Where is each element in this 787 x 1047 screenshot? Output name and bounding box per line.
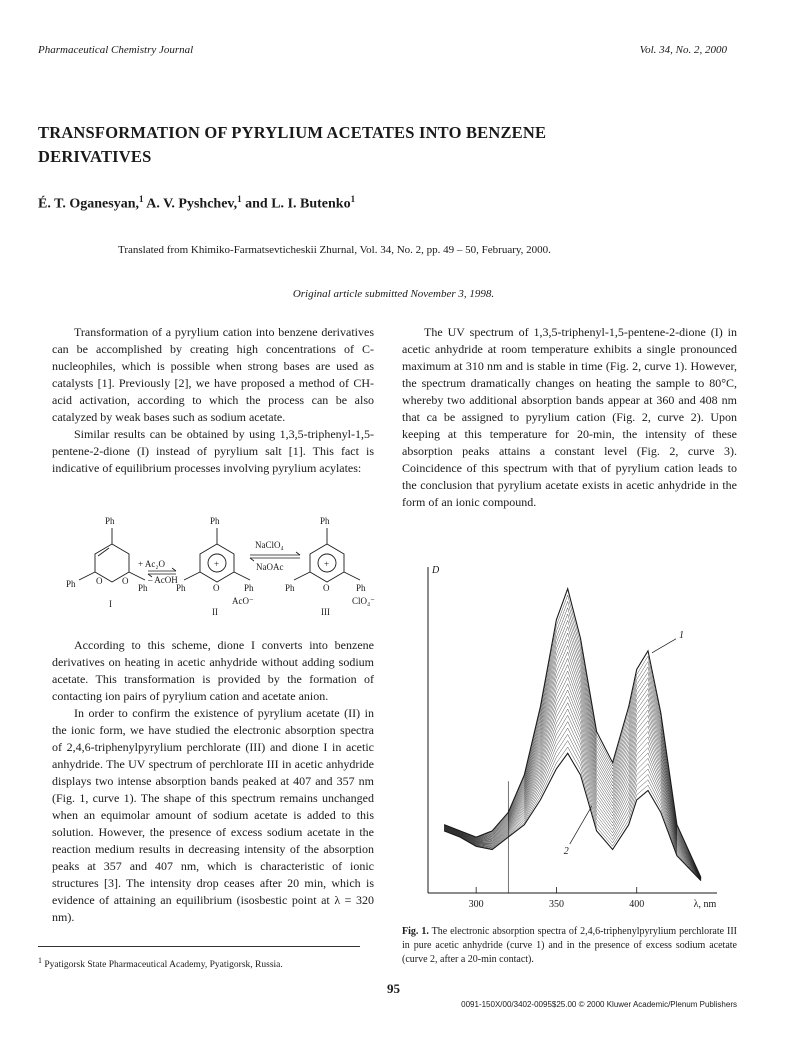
submission-note: Original article submitted November 3, 1998. [292, 288, 495, 300]
absorption-spectrum-chart [402, 553, 737, 921]
y-axis-label: D [432, 565, 440, 576]
spectrum-curve-2 [444, 753, 701, 880]
article-title: TRANSFORMATION OF PYRYLIUM ACETATES INTO BENZENE DERIVATIVES [38, 123, 547, 166]
author-name: É. T. Oganesyan, [38, 196, 140, 212]
reagent-ac2o: + Ac₂O [138, 559, 165, 569]
translation-note: Translated from Khimiko-Farmatsevticheskii Zhurnal, Vol. 34, No. 2, pp. 49 – 50, February, 2000. [118, 244, 551, 256]
chart-labels [431, 565, 717, 910]
phenyl-label: Ph [285, 583, 295, 593]
curve-1-leader [652, 639, 676, 653]
compound-label-II: II [212, 607, 218, 617]
author-affiliation-mark: 1 [237, 194, 242, 204]
perchlorate-anion: ClO₄⁻ [352, 596, 375, 606]
equilibrium-arrow-2 [250, 552, 300, 561]
x-tick-label: 300 [468, 899, 484, 910]
acetate-anion: AcO⁻ [232, 596, 254, 606]
paragraph: Similar results can be obtained by using 1,3,5-triphenyl-1,5-pentene-2-dione (I) instead of pyrylium salt [1]. This fact is indicative of equilibrium processes involving pyrylium acylates: [52, 427, 374, 475]
byproduct-acoh: – AcOH [148, 575, 178, 585]
author-affiliation-mark: 1 [139, 194, 144, 204]
positive-charge: + [214, 559, 220, 569]
volume-info: Vol. 34, No. 2, 2000 [639, 44, 727, 56]
reagent-naoac: NaOAc [256, 562, 284, 572]
spectrum-curve-1 [444, 589, 701, 878]
intermediate-spectrum-line [444, 728, 701, 880]
phenyl-label: Ph [176, 583, 186, 593]
copyright-line: 0091-150X/00/3402-0095$25.00 © 2000 Kluwer Academic/Plenum Publishers [461, 1000, 737, 1009]
curve-1-label: 1 [678, 629, 684, 641]
structure-pyrylium-perchlorate-III [294, 528, 360, 582]
chart-curves [444, 589, 701, 881]
oxygen-label: O [96, 576, 103, 586]
phenyl-label: Ph [66, 579, 76, 589]
curve-2-leader [570, 806, 592, 844]
phenyl-label: Ph [356, 583, 366, 593]
figure-caption [402, 925, 737, 967]
compound-label-III: III [321, 607, 330, 617]
intermediate-spectrum-line [444, 715, 701, 880]
footnote-divider [38, 946, 360, 947]
phenyl-label: Ph [244, 583, 254, 593]
author-name: and L. I. Butenko [245, 196, 351, 212]
journal-name: Pharmaceutical Chemistry Journal [38, 44, 194, 56]
page-number: 95 [387, 981, 400, 996]
phenyl-label: Ph [105, 516, 115, 526]
x-tick-label: 350 [548, 899, 564, 910]
paragraph: According to this scheme, dione I converts into benzene derivatives on heating in acetic anhydride without adding sodium acetate. This transformation is provided by the formation of contacting ion pairs of pyrylium cation and acetate anion. [52, 638, 374, 703]
reaction-scheme [52, 512, 382, 617]
phenyl-label: Ph [320, 516, 330, 526]
structure-pyrylium-acetate-II [184, 528, 250, 582]
left-column-body [52, 637, 374, 926]
x-axis-label: λ, nm [693, 899, 717, 910]
author-affiliation-mark: 1 [350, 194, 356, 204]
compound-label-I: I [109, 599, 112, 609]
oxygen-label: O [323, 583, 330, 593]
author-list [38, 194, 355, 213]
phenyl-label: Ph [210, 516, 220, 526]
paragraph: The UV spectrum of 1,3,5-triphenyl-1,5-pentene-2-dione (I) in acetic anhydride at room temperature exhibits a single pronounced maximum at 310 nm and is stable in time (Fig. 2, curve 1). However, the spectrum dramatically changes on heating the sample to 80°C, whereby two additional absorption bands appear at 360 and 408 nm that ca be assigned to pyrylium cation (Fig. 2, curve 2). Upon keeping at this temperature for 20-min, the intensity of these absorption peaks attains a constant level (Fig. 2, curve 3). Coincidence of this spectrum with that of pyrylium cation leads to the conclusion that pyrylium acetate exists in acetic anhydride in the form of an ionic compound. [402, 325, 737, 509]
structure-dione-I [79, 528, 145, 582]
author-name: A. V. Pyshchev, [146, 196, 238, 212]
phenyl-label: Ph [138, 583, 148, 593]
right-column-body [402, 324, 737, 511]
footnote-mark: 1 [38, 956, 42, 965]
curve-2-label: 2 [563, 846, 569, 858]
positive-charge: + [324, 559, 330, 569]
oxygen-label: O [122, 576, 129, 586]
reagent-naclo4: NaClO₄ [255, 540, 284, 550]
figure-label: Fig. 1. [402, 926, 429, 937]
figure-caption-text: The electronic absorption spectra of 2,4,6-triphenylpyrylium perchlorate III in pure acetic anhydride (curve 1) and in the presence of excess sodium acetate (curve 2, after a 20-min contact). [402, 926, 738, 965]
x-tick-label: 400 [629, 899, 645, 910]
footnote [38, 956, 283, 970]
paragraph: In order to confirm the existence of pyrylium acetate (II) in the ionic form, we have studied the electronic absorption spectra of 2,4,6-triphenylpyrylium perchlorate (III) and dione I in acetic anhydride. The UV spectrum of perchlorate III in acetic anhydride displays two intense absorption bands peaked at 407 and 357 nm (Fig. 1, curve 1). The shape of this spectrum remains unchanged when an equimolar amount of sodium acetate is added to this solution. However, the presence of excess sodium acetate in the reaction medium results in decreasing intensity of the absorption peaks at 357 and 407 nm, which is characteristic of ionic structures [3]. The intensity drop ceases after 20 min, which is evidence of attaining an equilibrium (isosbestic point at λ = 320 nm). [52, 706, 374, 924]
paragraph: Transformation of a pyrylium cation into benzene derivatives can be accomplished by creating high concentrations of C-nucleophiles, which is possible when strong bases are used as catalysts [1]. Previously [2], we have proposed a method of CH-acid activation, according to which the process can be also catalyzed by weak bases such as sodium acetate. [52, 325, 374, 424]
left-column-intro [52, 324, 374, 477]
oxygen-label: O [213, 583, 220, 593]
footnote-text: Pyatigorsk State Pharmaceutical Academy, Pyatigorsk, Russia. [44, 960, 283, 971]
